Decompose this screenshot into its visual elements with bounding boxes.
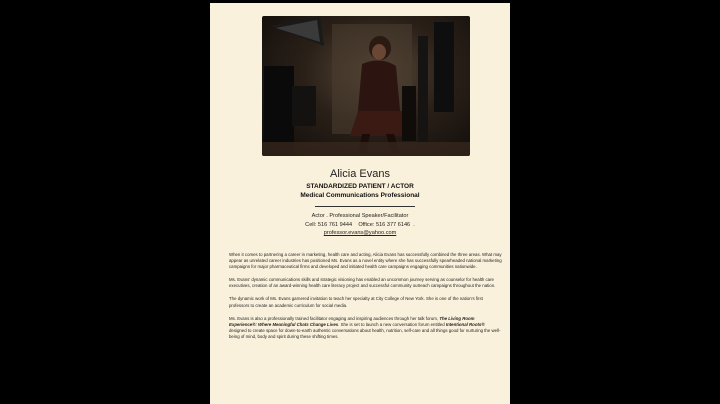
secondary-title: Medical Communications Professional [300,192,420,199]
talk-forum-title: The Living Room Experience®: Where Meaningful Chats Change Lives [229,315,475,327]
phone-numbers: Cell: 516 761 9444 Office: 516 377 6146 . [305,222,415,228]
light-stand-right [434,22,454,112]
person-name: Alicia Evans [330,168,390,180]
bio-p4-text-e: designed to create space for down-to-earth authentic conversations about health, nutrition, self-care and all things good for nurturing the well-being of mind, body and spirit during these shifting times. [229,327,501,339]
divider [315,206,415,207]
conversation-forum-title: Intentional Roots® [445,321,485,327]
bio-paragraph-3: The dynamic work of Ms. Evans garnered invitation to teach her specialty at City College of New York. She is one of the nation's first professors to create an academic curriculum for social media. [229,296,483,308]
email-link[interactable]: professor.evans@yahoo.com [323,230,397,236]
document-page [210,3,510,404]
bio-p4-text-c: . She is set to launch a new conversation forum entitled [338,321,446,327]
bio-paragraph-4 [229,316,503,340]
biography [229,252,503,347]
portrait-photo [262,16,470,156]
bio-paragraph-1: When it comes to partnering a career in marketing, health care and acting, Alicia Evans has successfully combined the three areas. What may appear as unrelated career industries has positioned Ms. Evans as a novel entity where she has successfully spearheaded national marketing campaigns for major pharmaceutical firms and developed and initiated health care campaigns engaging communities nationwide. [229,252,502,270]
photo-illustration [262,16,470,156]
bio-paragraph-2: Ms. Evans' dynamic communications skills and strategic visioning has enabled an uncommon journey serving as counselor for health care executives, creation of an award-winning health care literacy project and successful community outreach campaigns throughout the nation. [229,277,496,289]
person-body [358,60,400,111]
primary-title: STANDARDIZED PATIENT / ACTOR [306,183,414,190]
bio-p4-text-a: Ms. Evans is also a professionally trained facilitator engaging and inspiring audiences through her talk forum, [229,315,440,321]
roles-line: Actor . Professional Speaker/Facilitator [311,213,409,219]
